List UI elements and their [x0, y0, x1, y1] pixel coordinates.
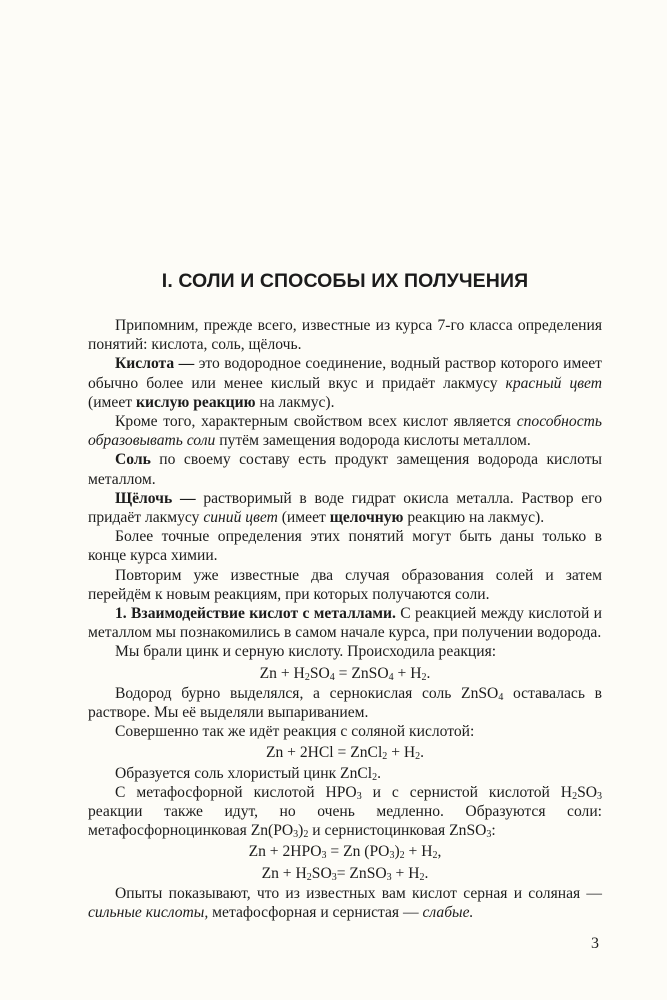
equation-1: $Zn + H_2SO_4$ = ZnSO$_4$ + $H_2$.	[259, 664, 431, 683]
paragraph-metaphosphoric: С метафосфорной кислотой $HPO_3$ и с сернистой кислотой $H_2SO_3$ реакции также идут, но очень медленно. Образуются соли: метафосфорноцинковая $Zn(PO_3)_2$ и сернистоцинковая ZnSO$_3$:	[88, 783, 602, 841]
equation-3: $Zn + 2HPO_3 = Zn$ $(PO_3)_2 + H_2$,	[248, 843, 442, 862]
page-content	[88, 268, 602, 922]
paragraph-repeat: Повторим уже известные два случая образования солей и затем перейдём к новым реакциям, при которых получаются соли.	[88, 566, 602, 603]
paragraph-acid-property: Кроме того, характерным свойством всех кислот является способность образовывать соли путём замещения водорода кислоты металлом.	[88, 413, 602, 450]
paragraph-precise-definitions: Более точные определения этих понятий могут быть даны только в конце курса химии.	[88, 528, 602, 565]
equation-2: Zn + 2HCl = ZnCl$_2$ + $H_2$.	[265, 744, 425, 763]
paragraph-salt-definition: Соль по своему составу есть продукт замещения водорода кислоты металлом.	[88, 451, 602, 488]
equation-4: $Zn + H_2SO_3=$ ZnSO$_3$ + $H_2$.	[261, 864, 429, 883]
term-acid: Кислота —	[115, 355, 195, 373]
page-number: 3	[591, 935, 599, 952]
chapter-title: I. СОЛИ И СПОСОБЫ ИХ ПОЛУЧЕНИЯ	[161, 270, 529, 292]
paragraph-hydrogen: Водород бурно выделялся, а сернокислая соль ZnSO$_4$ оставалась в растворе. Мы её выделяли выпариванием.	[88, 684, 602, 722]
paragraph-intro: Припомним, прежде всего, известные из курса 7-го класса определения понятий: кислота, соль, щёлочь.	[88, 317, 602, 354]
paragraph-hydrochloric: Совершенно так же идёт реакция с соляной кислотой:	[115, 723, 475, 741]
paragraph-section-1: 1. Взаимодействие кислот с металлами. С реакцией между кислотой и металлом мы познакомились в самом начале курса, при получении водорода.	[88, 605, 602, 642]
section-heading: 1. Взаимодействие кислот с металлами.	[115, 605, 396, 623]
term-alkali: Щёлочь —	[115, 489, 196, 507]
term-salt: Соль	[115, 451, 151, 469]
paragraph-acid-definition: Кислота — это водородное соединение, водный раствор которого имеет обычно более или менее кислый вкус и придаёт лакмусу красный цвет (имеет кислую реакцию на лакмус).	[88, 355, 602, 411]
paragraph-conclusion: Опыты показывают, что из известных вам кислот серная и соляная — сильные кислоты, метафосфорная и сернистая — слабые.	[88, 884, 602, 922]
paragraph-zinc-sulfuric: Мы брали цинк и серную кислоту. Происходила реакция:	[115, 643, 497, 661]
paragraph-zinc-chloride: Образуется соль хлористый цинк ZnCl$_2$.	[115, 764, 382, 783]
paragraph-alkali-definition: Щёлочь — растворимый в воде гидрат окисла металла. Раствор его придаёт лакмусу синий цвет (имеет щелочную реакцию на лакмус).	[88, 489, 602, 527]
